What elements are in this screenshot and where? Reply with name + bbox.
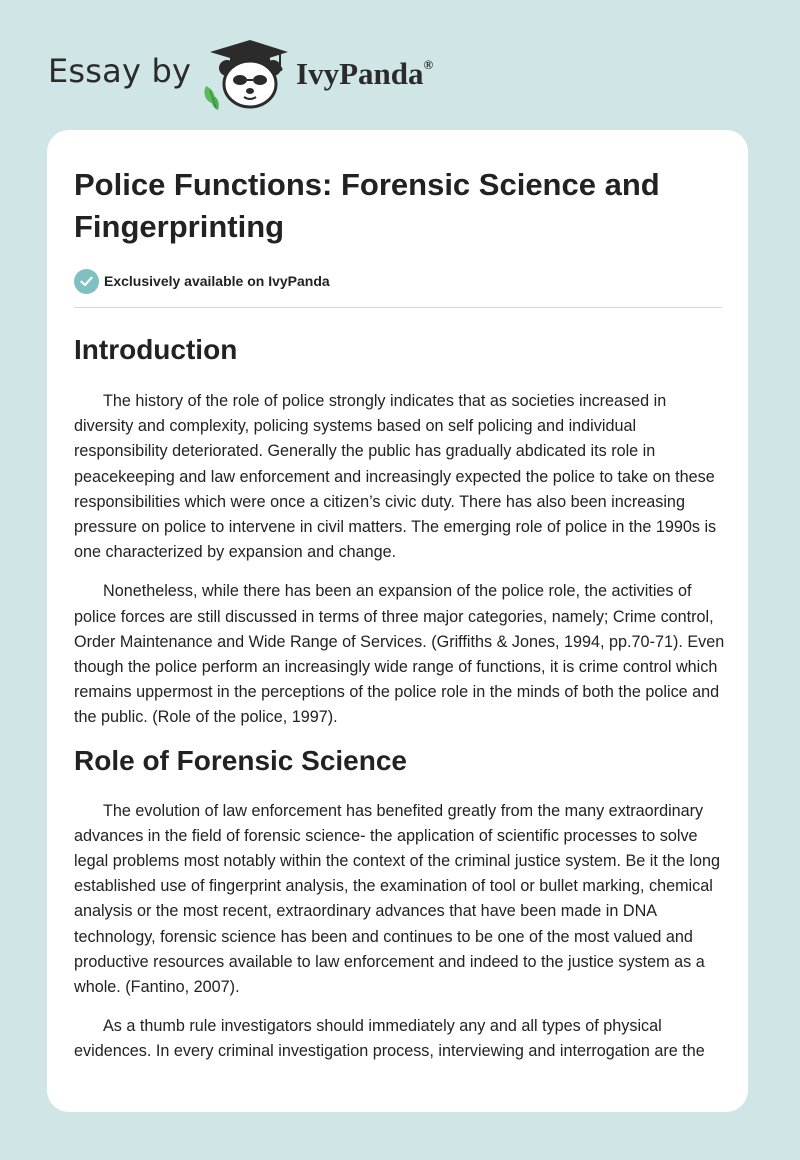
panda-logo-icon <box>200 34 292 110</box>
brand-name: IvyPanda® <box>296 56 434 91</box>
page-title: Police Functions: Forensic Science and Fingerprinting <box>74 167 660 244</box>
paragraph: As a thumb rule investigators should immediately any and all types of physical evidences. In every criminal investigation process, interviewing and interrogation are the <box>74 1017 705 1061</box>
section-heading-introduction: Introduction <box>74 334 238 365</box>
paragraph: The evolution of law enforcement has benefited greatly from the many extraordinary advances in the field of forensic science- the application of scientific processes to solve legal problems most notably within the context of the criminal justice system. Be it the long established use of fingerprint analysis, the examination of tool or bullet marking, chemical analysis or the most recent, extraordinary advances that have been made in DNA technology, forensic science has been and continues to be one of the most valued and productive resources available to law enforcement and indeed to the justice system as a whole. (Fantino, 2007). <box>74 801 721 997</box>
essay-card <box>47 130 748 1112</box>
section-heading-forensic-science: Role of Forensic Science <box>74 744 407 776</box>
paragraph: The history of the role of police strongly indicates that as societies increased in diversity and complexity, policing systems based on self policing and individual responsibility deteriorated. Generally the public has gradually abdicated its role in peacekeeping and law enforcement and increasingly expected the police to take on these responsibilities which were once a citizen’s civic duty. There has also been increasing pressure on police to intervene in civil matters. The emerging role of police in the 1990s is one characterized by expansion and change. <box>74 392 717 562</box>
badge-label: Exclusively available on IvyPanda <box>104 273 330 289</box>
check-circle-icon <box>74 269 99 294</box>
brand-prefix: Essay by <box>48 52 192 90</box>
exclusive-badge <box>74 267 721 295</box>
divider <box>74 307 722 308</box>
paragraph: Nonetheless, while there has been an expansion of the police role, the activities of police forces are still discussed in terms of three major categories, namely; Crime control, Order Maintenance and Wide Range of Services. (Griffiths & Jones, 1994, pp.70-71). Even though the police perform an increasingly wide range of functions, it is crime control which remains uppermost in the perceptions of the police role in the minds of both the police and the public. (Role of the police, 1997). <box>74 582 725 727</box>
site-brand[interactable] <box>48 34 468 114</box>
